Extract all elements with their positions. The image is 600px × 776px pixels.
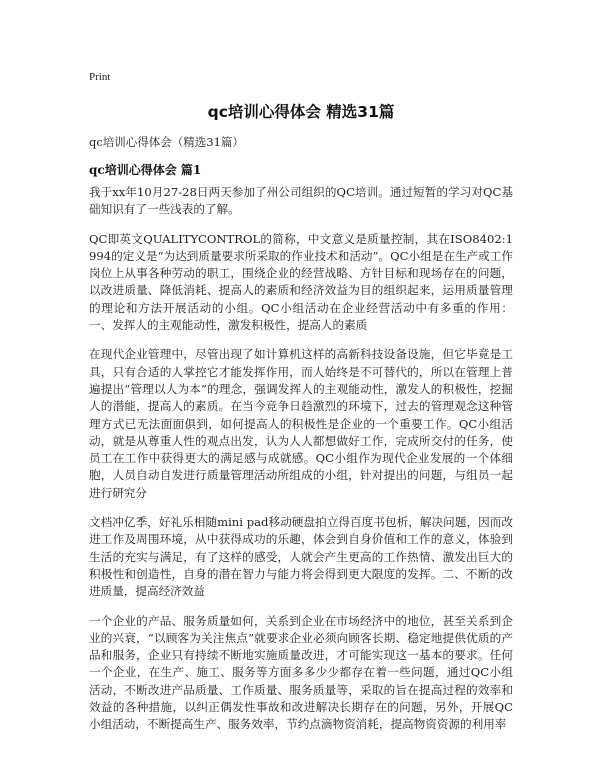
document-subtitle: qc培训心得体会（精选31篇） bbox=[89, 135, 244, 149]
document-title: qc培训心得体会 精选31篇 bbox=[207, 103, 395, 121]
article-body bbox=[89, 184, 513, 746]
print-link[interactable]: Print bbox=[89, 71, 111, 83]
section-heading: qc培训心得体会 篇1 bbox=[89, 163, 202, 177]
paragraph-1: 我于xx年10月27-28日两天参加了州公司组织的QC培训。通过短暂的学习对QC基础知识有了一些浅表的了解。 bbox=[89, 185, 513, 217]
paragraph-5: 一个企业的产品、服务质量如何，关系到企业在市场经济中的地位，甚至关系到企业的兴衰，“以顾客为关注焦点”就要求企业必须向顾客长期、稳定地提供优质的产品和服务，企业只有持续不断地实施质量改进，才可能实现这一基本的要求。任何一个企业，在生产、施工、服务等方面多多少少都存在着一些问题，通过QC小组活动，不断改进产品质量、工作质量、服务质量等，采取的旨在提高过程的效率和效益的各种措施，以纠正偶发性事故和改进解决长期存在的问题，另外，开展QC小组活动，不断提高生产、服务效率，节约点滴物资消耗，提高物资资源的利用率 bbox=[89, 613, 513, 732]
paragraph-4: 文档冲亿季，好礼乐相随mini pad移动硬盘拍立得百度书包析，解决问题，因而改进工作及周围环境，从中获得成功的乐趣，体会到自身价值和工作的意义，体验到生活的充实与满足，有了这样的感受，人就会产生更高的工作热情、激发出巨大的积极性和创造性，自身的潜在智力与能力将会得到更大限度的发挥。二、不断的改进质量，提高经济效益 bbox=[89, 515, 513, 599]
paragraph-2: QC即英文QUALITYCONTROL的简称，中文意义是质量控制，其在ISO8402:1994的定义是“为达到质量要求所采取的作业技术和活动”。QC小组是在生产或工作岗位上从事各种劳动的职工，围绕企业的经营战略、方针目标和现场存在的问题，以改进质量、降低消耗、提高人的素质和经济效益为目的组织起来，运用质量管理的理论和方法开展活动的小组。QC小组活动在企业经营活动中有多重的作用：一、发挥人的主观能动性，激发积极性，提高人的素质 bbox=[89, 231, 513, 333]
paragraph-3: 在现代企业管理中，尽管出现了如计算机这样的高新科技设备设施，但它毕竟是工具，只有合适的人掌控它才能发挥作用，而人始终是不可替代的，所以在管理上普遍提出“管理以人为本”的理念，强调发挥人的主观能动性，激发人的积极性，挖掘人的潜能，提高人的素质。在当今竞争日趋激烈的环境下，过去的管理观念这种管理方式已无法面面俱到，如何提高人的积极性是企业的一个重要工作。QC小组活动，就是从尊重人性的观点出发，认为人人都想做好工作，完成所交付的任务，使员工在工作中获得更大的满足感与成就感。QC小组作为现代企业发展的一个体细胞，人员自动自发进行质量管理活动所组成的小组，针对提出的问题，与组员一起进行研究分 bbox=[89, 347, 513, 500]
